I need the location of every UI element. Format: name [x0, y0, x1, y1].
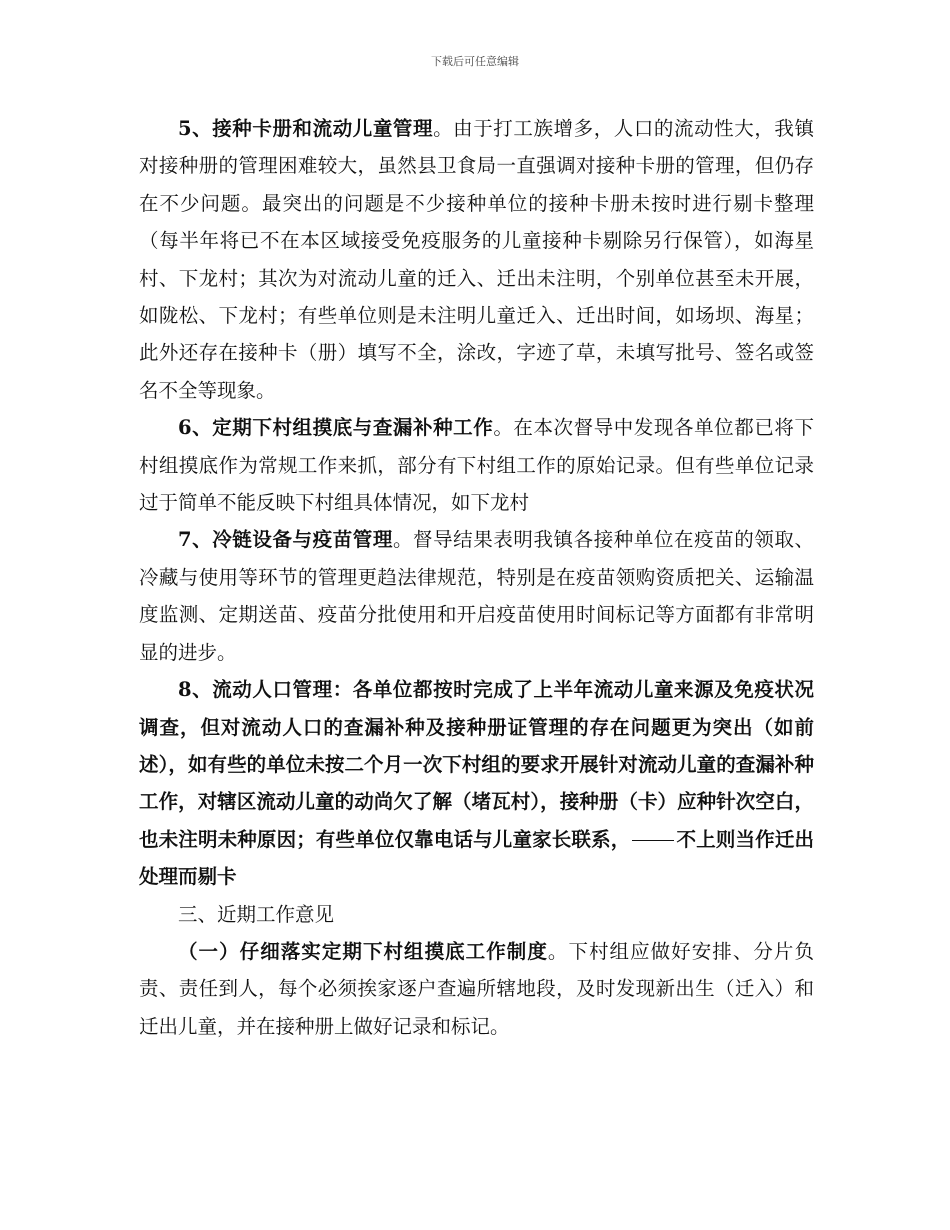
section-7-heading: 7、冷链设备与疫苗管理: [178, 528, 393, 552]
page-header: 下载后可任意编辑: [431, 55, 519, 68]
section-5: [139, 110, 814, 409]
section-3-heading: 三、近期工作意见: [178, 902, 335, 926]
section-7: [139, 521, 814, 671]
section-8-text-b: 不上则当作迁出处理而剔卡: [139, 827, 814, 889]
blank-underline: [632, 839, 674, 841]
section-5-body: 。由于打工族增多，人口的流动性大，我镇对接种册的管理困难较大，虽然县卫食局一直强调对接种卡册的管理，但仍存在不少问题。最突出的问题是不少接种单位的接种卡册未按时进行剔卡整理（每半年将已不在本区域接受免疫服务的儿童接种卡剔除另行保管），如海星村、下龙村；其次为对流动儿童的迁入、迁出未注明，个别单位甚至未开展，如陇松、下龙村；有些单位则是未注明儿童迁入、迁出时间，如场坝、海星；此外还存在接种卡（册）填写不全，涂改，字迹了草，未填写批号、签名或签名不全等现象。: [139, 117, 814, 402]
section-7-body: 。督导结果表明我镇各接种单位在疫苗的领取、冷藏与使用等环节的管理更趋法律规范，特别是在疫苗领购资质把关、运输温度监测、定期送苗、疫苗分批使用和开启疫苗使用时间标记等方面都有非常明显的进步。: [139, 528, 814, 664]
section-5-heading: 5、接种卡册和流动儿童管理: [178, 117, 434, 140]
section-8: [139, 671, 814, 895]
section-3-1-body: 。下村组应做好安排、分片负责、责任到人，每个必须挨家逐户查遍所辖地段，及时发现新出生（迁入）和迁出儿童，并在接种册上做好记录和标记。: [139, 939, 814, 1038]
document-body: [139, 110, 814, 1045]
section-6-body: 。在本次督导中发现各单位都已将下村组摸底作为常规工作来抓，部分有下村组工作的原始记录。但有些单位记录过于简单不能反映下村组具体情况，如下龙村: [139, 416, 814, 515]
section-3-1-heading: （一）仔细落实定期下村组摸底工作制度: [178, 939, 548, 963]
section-8-text-a: 8、流动人口管理：各单位都按时完成了上半年流动儿童来源及免疫状况调查，但对流动人口的查漏补种及接种册证管理的存在问题更为突出（如前述），如有些的单位未按二个月一次下村组的要求开展针对流动儿童的查漏补种工作，对辖区流动儿童的动尚欠了解（堵瓦村），接种册（卡）应种针次空白，也未注明未种原因；有些单位仅靠电话与儿童家长联系，: [139, 678, 814, 851]
section-3-1: [139, 933, 814, 1045]
section-6: [139, 409, 814, 521]
section-6-heading: 6、定期下村组摸底与查漏补种工作: [178, 416, 494, 440]
